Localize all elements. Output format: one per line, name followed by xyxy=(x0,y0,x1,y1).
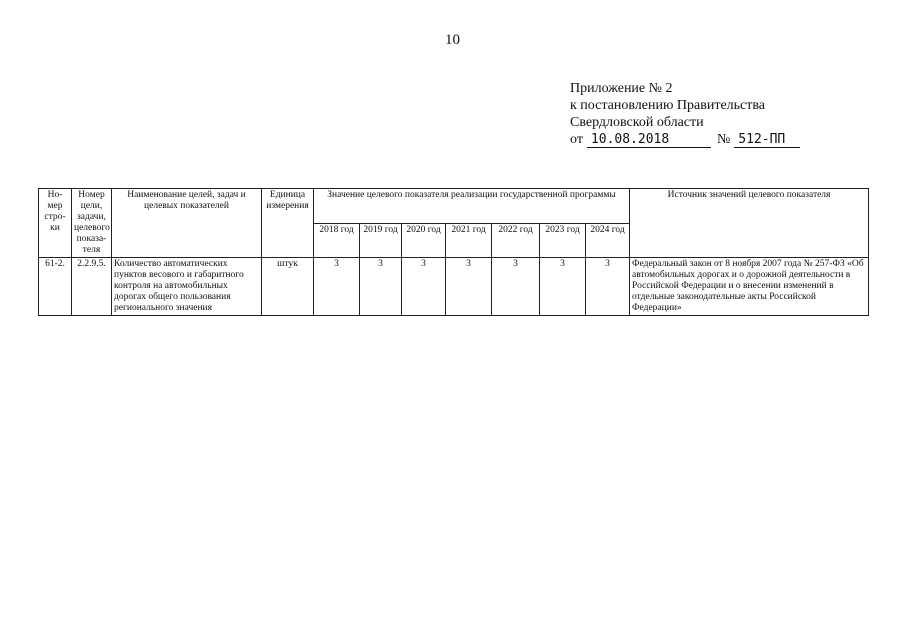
header-source: Источник значений целевого показателя xyxy=(630,189,869,258)
header-value-group: Значение целевого показателя реализации государственной программы xyxy=(314,189,630,224)
number-prefix: № xyxy=(716,132,731,147)
resolution-date: 10.08.2018 xyxy=(587,133,711,148)
header-line-number: Но-мер стро-ки xyxy=(39,189,72,258)
cell-value: 3 xyxy=(492,258,540,316)
header-target-number: Номер цели, задачи, целевого показа-теля xyxy=(72,189,112,258)
cell-value: 3 xyxy=(314,258,360,316)
cell-unit: штук xyxy=(262,258,314,316)
cell-name: Количество автоматических пунктов весового и габаритного контроля на автомобильных дорогах общего пользования регионального значения xyxy=(112,258,262,316)
header-unit: Единица измерения xyxy=(262,189,314,258)
appendix-title: Приложение № 2 xyxy=(570,81,673,96)
header-year: 2021 год xyxy=(446,223,492,258)
header-year: 2023 год xyxy=(540,223,586,258)
header-year: 2018 год xyxy=(314,223,360,258)
header-year: 2024 год xyxy=(586,223,630,258)
cell-target-number: 2.2.9.5. xyxy=(72,258,112,316)
cell-value: 3 xyxy=(586,258,630,316)
appendix-header xyxy=(570,80,800,148)
cell-value: 3 xyxy=(402,258,446,316)
cell-value: 3 xyxy=(360,258,402,316)
appendix-date-line xyxy=(570,131,800,148)
appendix-region: Свердловской области xyxy=(570,115,704,130)
header-year: 2022 год xyxy=(492,223,540,258)
resolution-number: 512-ПП xyxy=(734,133,800,148)
target-indicators-table xyxy=(38,188,869,316)
table-row xyxy=(39,258,869,316)
page-number: 10 xyxy=(445,32,460,48)
cell-value: 3 xyxy=(446,258,492,316)
date-prefix: от xyxy=(570,132,583,147)
cell-source: Федеральный закон от 8 ноября 2007 года № 257-ФЗ «Об автомобильных дорогах и о дорожной деятельности в Российской Федерации и о внесении изменений в отдельные законодательные акты Российской Федерации» xyxy=(630,258,869,316)
header-year: 2019 год xyxy=(360,223,402,258)
header-year: 2020 год xyxy=(402,223,446,258)
cell-value: 3 xyxy=(540,258,586,316)
cell-line-number: 61-2. xyxy=(39,258,72,316)
table-header-row xyxy=(39,189,869,224)
appendix-resolution: к постановлению Правительства xyxy=(570,98,766,113)
header-name: Наименование целей, задач и целевых показателей xyxy=(112,189,262,258)
